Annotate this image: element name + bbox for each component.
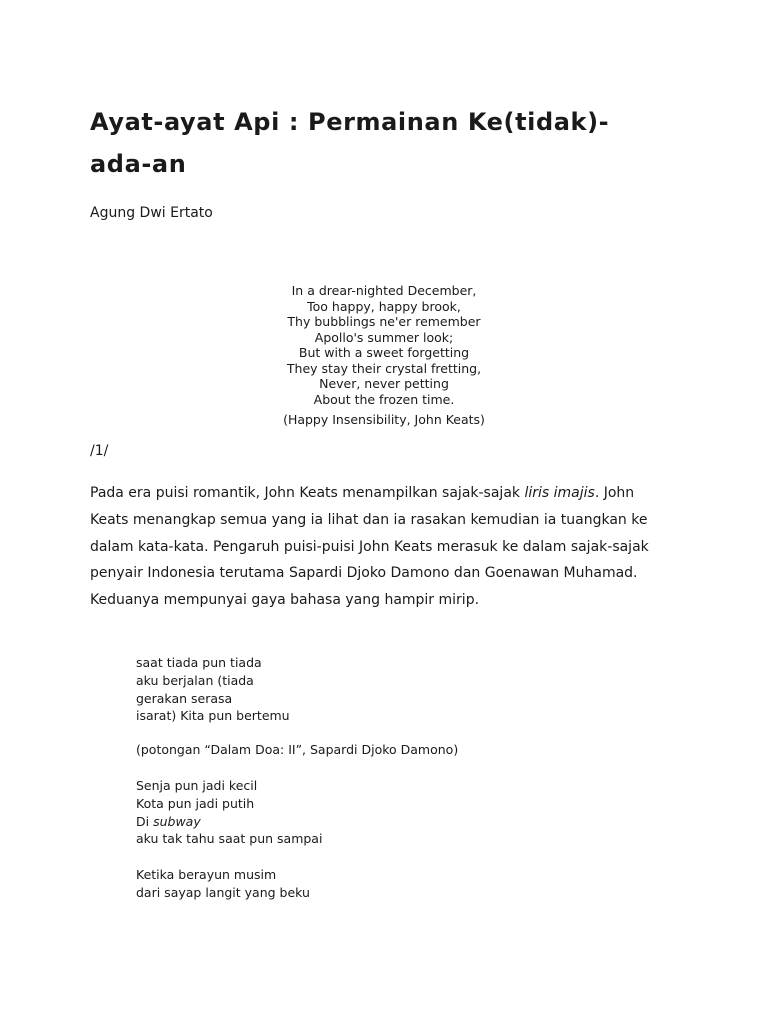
paragraph-italic-term: liris imajis — [524, 485, 595, 501]
epigraph — [234, 283, 534, 428]
epigraph-line: Thy bubblings ne'er remember — [287, 314, 481, 329]
poem-line-prefix: Di — [136, 813, 154, 829]
poem-source: (potongan “Dalam Doa: II”, Sapardi Djoko Damono) — [136, 742, 459, 757]
poem-line — [136, 813, 656, 831]
epigraph-source: (Happy Insensibility, John Keats) — [283, 412, 485, 427]
quoted-poem-3 — [136, 866, 656, 902]
paragraph-text-continued: . John Keats menangkap semua yang ia lihat dan ia rasakan kemudian ia tuangkan ke dalam kata-kata. Pengaruh puisi-puisi John Keats merasuk ke dalam sajak-sajak penyair Indonesia terutama Sapardi Djoko Damono dan Goenawan Muhamad. Keduanya mempunyai gaya bahasa yang hampir mirip. — [90, 485, 649, 609]
poem-line: Ketika berayun musim — [136, 867, 277, 882]
poem-line: Kota pun jadi putih — [136, 795, 255, 811]
document-title: Ayat-ayat Api : Permainan Ke(tidak)-ada-an — [90, 108, 610, 178]
poem-caption — [136, 741, 656, 759]
epigraph-line: They stay their crystal fretting, — [286, 360, 482, 376]
quoted-poem-2 — [136, 777, 656, 848]
poem-line: saat tiada pun tiada — [136, 655, 262, 670]
body-paragraph — [90, 480, 660, 614]
epigraph-line: But with a sweet forgetting — [298, 345, 470, 360]
epigraph-line: Never, never petting — [319, 376, 449, 391]
poem-line: aku tak tahu saat pun sampai — [136, 831, 323, 847]
poem-line: gerakan serasa — [136, 690, 233, 706]
epigraph-line: Too happy, happy brook, — [307, 298, 461, 314]
section-number: /1/ — [90, 443, 109, 459]
epigraph-line: In a drear-nighted December, — [291, 283, 477, 298]
quoted-poem-1 — [136, 654, 656, 725]
poem-line: Senja pun jadi kecil — [136, 778, 258, 793]
poem-line: isarat) Kita pun bertemu — [136, 708, 290, 724]
poem-line: dari sayap langit yang beku — [136, 884, 310, 900]
author-name: Agung Dwi Ertato — [90, 205, 213, 221]
poem-italic-word: subway — [153, 813, 201, 829]
poem-line: aku berjalan (tiada — [136, 672, 254, 688]
epigraph-line: About the frozen time. — [313, 391, 455, 407]
epigraph-line: Apollo's summer look; — [314, 329, 454, 345]
paragraph-text: Pada era puisi romantik, John Keats menampilkan sajak-sajak — [90, 485, 525, 501]
